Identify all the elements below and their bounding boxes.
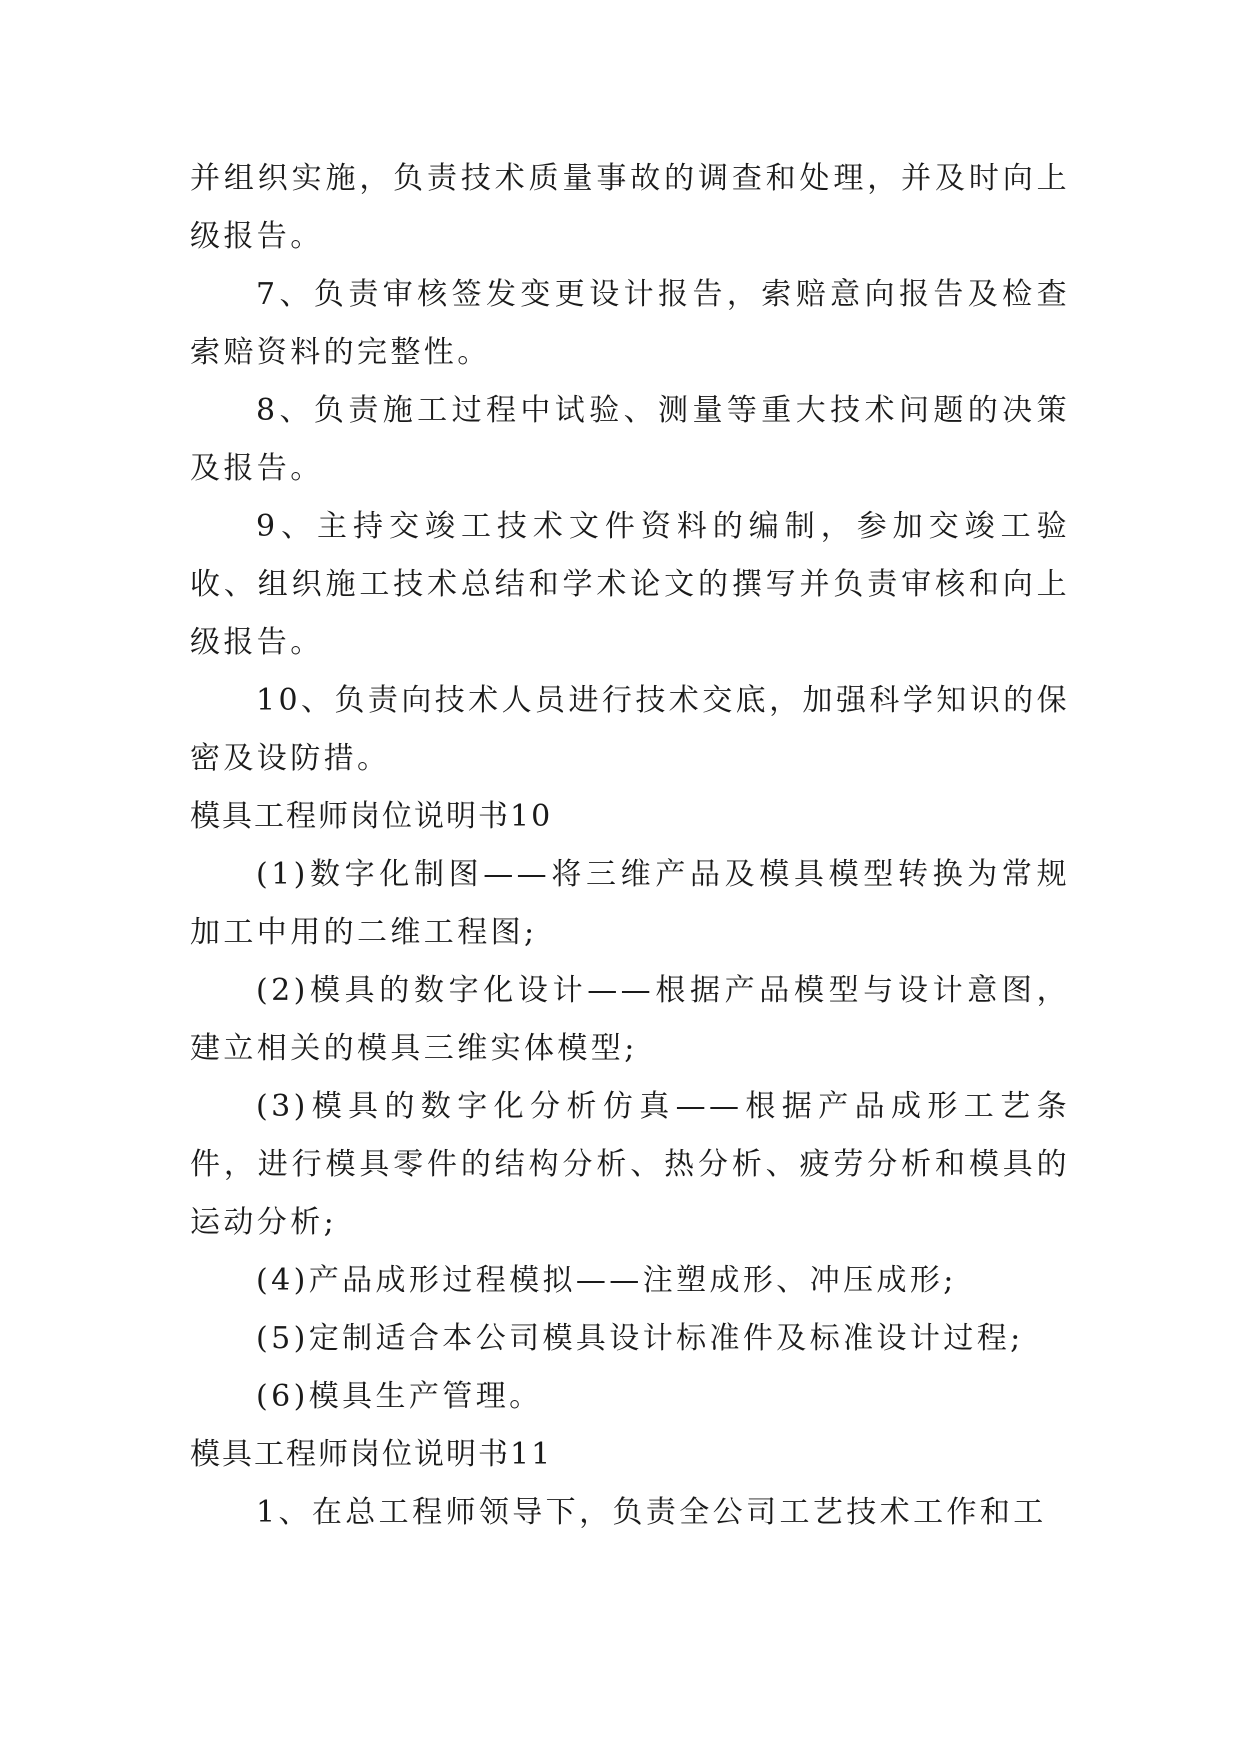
paragraph-6-continued: 并组织实施，负责技术质量事故的调查和处理，并及时向上级报告。 [190, 161, 1070, 254]
paragraph-duty-2: (2)模具的数字化设计——根据产品模型与设计意图，建立相关的模具三维实体模型; [190, 973, 1070, 1066]
section-heading-10: 模具工程师岗位说明书10 [190, 799, 553, 834]
paragraph-duty-5: (5)定制适合本公司模具设计标准件及标准设计过程; [256, 1321, 1024, 1356]
document-body [190, 150, 1070, 1542]
paragraph-section-11-item-1: 1、在总工程师领导下，负责全公司工艺技术工作和工 [256, 1495, 1047, 1530]
section-heading-11: 模具工程师岗位说明书11 [190, 1437, 553, 1472]
paragraph-duty-3: (3)模具的数字化分析仿真——根据产品成形工艺条件，进行模具零件的结构分析、热分析、疲劳分析和模具的运动分析; [190, 1089, 1070, 1240]
paragraph-item-7: 7、负责审核签发变更设计报告，索赔意向报告及检查索赔资料的完整性。 [190, 277, 1070, 370]
paragraph-duty-6: (6)模具生产管理。 [256, 1379, 543, 1414]
paragraph-item-10: 10、负责向技术人员进行技术交底，加强科学知识的保密及设防措。 [190, 683, 1070, 776]
paragraph-duty-4: (4)产品成形过程模拟——注塑成形、冲压成形; [256, 1263, 957, 1298]
paragraph-item-8: 8、负责施工过程中试验、测量等重大技术问题的决策及报告。 [190, 393, 1070, 486]
paragraph-item-9: 9、主持交竣工技术文件资料的编制，参加交竣工验收、组织施工技术总结和学术论文的撰写并负责审核和向上级报告。 [190, 509, 1070, 660]
paragraph-duty-1: (1)数字化制图——将三维产品及模具模型转换为常规加工中用的二维工程图; [190, 857, 1070, 950]
